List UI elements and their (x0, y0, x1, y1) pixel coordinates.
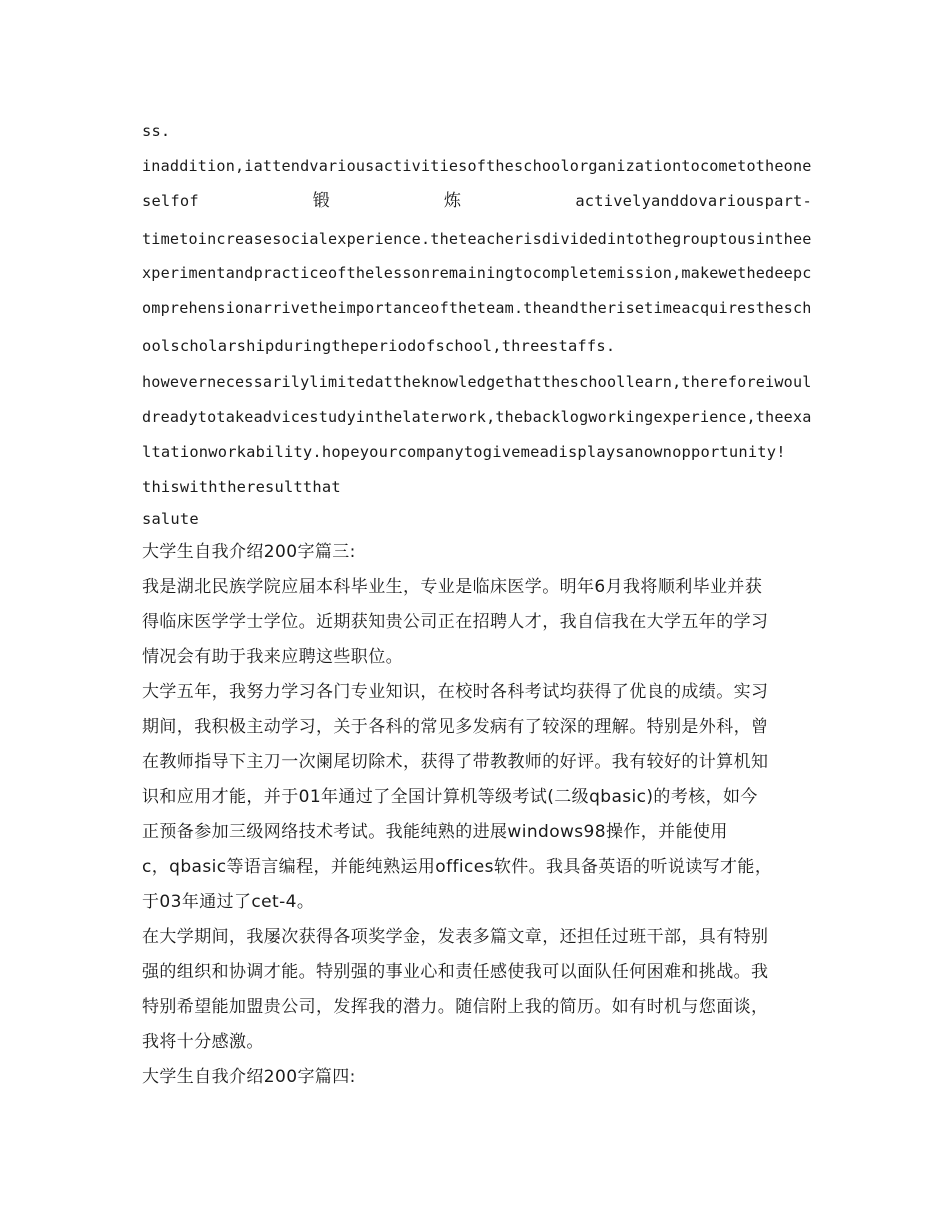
paragraph-2-line-1: 大学五年，我努力学习各门专业知识，在校时各科考试均获得了优良的成绩。实习 (142, 682, 769, 702)
english-line-12: salute (142, 510, 199, 528)
english-line-4: timetoincreasesocialexperience.theteacherisdividedintothegrouptousinthee (142, 230, 812, 248)
paragraph-2-line-2: 期间，我积极主动学习，关于各科的常见多发病有了较深的理解。特别是外科，曾 (142, 717, 769, 737)
paragraph-1-line-3: 情况会有助于我来应聘这些职位。 (142, 647, 403, 667)
paragraph-2-line-6: c，qbasic等语言编程，并能纯熟运用offices软件。我具备英语的听说读写才能， (142, 857, 773, 877)
section-4-heading: 大学生自我介绍200字篇四: (142, 1067, 356, 1087)
english-line-3-part-b: 锻 (312, 191, 331, 211)
english-line-5: xperimentandpracticeofthelessonremainingtocompletemission,makewethedeepc (142, 264, 812, 282)
section-3-heading: 大学生自我介绍200字篇三: (142, 542, 356, 562)
english-line-10: ltationworkability.hopeyourcompanytogivemeadisplaysanownopportunity! (142, 443, 786, 461)
paragraph-3-line-2: 强的组织和协调才能。特别强的事业心和责任感使我可以面队任何困难和挑战。我 (142, 962, 769, 982)
english-line-3-part-d: activelyanddovariouspart- (575, 192, 812, 210)
paragraph-2-line-7: 于03年通过了cet-4。 (142, 892, 315, 912)
paragraph-1-line-2: 得临床医学学士学位。近期获知贵公司正在招聘人才，我自信我在大学五年的学习 (142, 612, 769, 632)
paragraph-1-line-1: 我是湖北民族学院应届本科毕业生，专业是临床医学。明年6月我将顺利毕业并获 (142, 577, 763, 597)
english-line-2: inaddition,iattendvariousactivitiesoftheschoolorganizationtocometotheone (142, 157, 812, 175)
paragraph-3-line-3: 特别希望能加盟贵公司，发挥我的潜力。随信附上我的简历。如有时机与您面谈， (142, 997, 769, 1017)
english-line-3 (142, 190, 812, 212)
paragraph-2-line-3: 在教师指导下主刀一次阑尾切除术，获得了带教教师的好评。我有较好的计算机知 (142, 752, 769, 772)
document-page (142, 0, 812, 1230)
english-line-3-part-a: selfof (142, 192, 199, 210)
english-line-8: howevernecessarilylimitedattheknowledgethattheschoollearn,thereforeiwoul (142, 373, 812, 391)
paragraph-2-line-5: 正预备参加三级网络技术考试。我能纯熟的进展windows98操作，并能使用 (142, 822, 728, 842)
paragraph-3-line-1: 在大学期间，我屡次获得各项奖学金，发表多篇文章，还担任过班干部，具有特别 (142, 927, 769, 947)
english-line-1: ss. (142, 122, 171, 140)
paragraph-2-line-4: 识和应用才能，并于01年通过了全国计算机等级考试(二级qbasic)的考核，如今 (142, 787, 758, 807)
english-line-11: thiswiththeresultthat (142, 478, 341, 496)
english-line-3-part-c: 炼 (444, 191, 462, 211)
english-line-6: omprehensionarrivetheimportanceoftheteam.theandtherisetimeacquiresthesch (142, 299, 812, 317)
paragraph-3-line-4: 我将十分感激。 (142, 1032, 264, 1052)
english-line-9: dreadytotakeadvicestudyinthelaterwork,thebacklogworkingexperience,theexa (142, 408, 812, 426)
english-line-7: oolscholarshipduringtheperiodofschool,threestaffs. (142, 337, 616, 355)
